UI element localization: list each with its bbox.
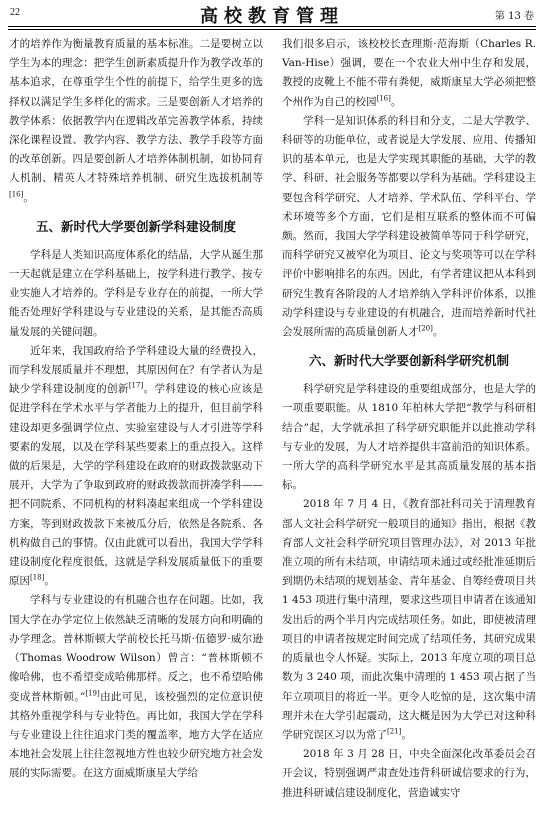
citation: [16] <box>9 190 24 199</box>
right-column <box>282 35 536 803</box>
section-heading: 六、新时代大学要创新科学研究机制 <box>308 353 509 369</box>
citation: [18] <box>30 573 45 582</box>
journal-title: 高校教育管理 <box>200 6 344 27</box>
paragraph: 学科是人类知识高度体系化的结晶，大学从诞生那一天起就是建立在学科基础上，按学科进行教学、按专业实施人才培养的。学科是专业存在的前提，一所大学能否处理好学科建设与专业建设的关系，是其能否高质量发展的关键问题。 <box>9 248 263 338</box>
citation: [16] <box>376 94 391 103</box>
paragraph: 学科与专业建设的有机融合也存在问题。比如，我国大学在办学定位上依然缺乏清晰的发展方向和明确的办学理念。普林斯顿大学前校长托马斯·伍德罗·威尔逊（Thomas Woodrow Wilson）曾言：“普林斯顿不像哈佛，也不希望变成哈佛那样。反之，也不希望哈佛变成普林斯顿。”[19]由此可见，该校强烈的定位意识使其格外重视学科与专业特色。再比如，我国大学在学科与专业建设上往往追求门类的覆盖率，地方大学在适应本地社会发展上往往忽视地方性也较少研究地方社会发展的实际需要。在这方面威斯康星大学给 <box>9 594 263 780</box>
citation: [20] <box>418 324 433 333</box>
paragraph: 我们很多启示，该校校长查理斯·范海斯（Charles R. Van-Hise）强调，要在一个农业大州中生存和发展，教授的皮靴上不能不带有粪便，威斯康星大学必须把整个州作为自己的校园[16]。 <box>282 38 536 108</box>
paragraph: 学科一是知识体系的科目和分支，二是大学教学、科研等的功能单位，或者说是大学发展、应用、传播知识的基本单元，也是大学实现其职能的基础，大学的教学、科研、社会服务等都要以学科为基础。学科建设主要包含科学研究、人才培养、学术队伍、学科平台、学术环境等多个方面，它们是相互联系的整体而不可偏颇。然而，我国大学学科建设被简单等同于科学研究，而科学研究又被窄化为项目、论文与奖项等可以在学科评价中影响排名的东西。因此，有学者建议把从本科到研究生教育各阶段的人才培养纳入学科评价体系，以推动学科建设与专业建设的有机融合，进而培养新时代社会发展所需的高质量创新人才[20]。 <box>282 114 536 339</box>
citation: [19] <box>85 689 100 697</box>
page-header <box>0 0 544 28</box>
page-number: 22 <box>10 7 20 18</box>
paragraph: 才的培养作为衡量教育质量的基本标准。二是要树立以学生为本的理念：把学生创新素质提升作为教学改革的基本追求，在尊重学生个性的前提下，给学生更多的选择权以满足学生多样化的需求。三是要创新人才培养的教学体系：依据教学内在逻辑改革完善教学体系，持续深化课程设置、教学内容、教学方法、教学手段等方面的改革创新。四是要创新人才培养体制机制，如协同育人机制、精英人才特殊培养机制、研究生选拔机制等[16]。 <box>9 38 263 204</box>
header-rule <box>8 26 536 27</box>
volume-label: 第 13 卷 <box>494 11 534 22</box>
paragraph: 近年来，我国政府给予学科建设大量的经费投入，而学科发展质量并不理想，其原因何在？有学者认为是缺少学科建设制度的创新[17]。学科建设的核心应该是促进学科在学术水平与学者能力上的提升，但目前学科建设却更多强调学位点、实验室建设与人才引进等学科要素的发展，以及在学科某些要素上的重点投入。这样做的后果是，大学的学科建设在政府的财政拨款驱动下展开，大学为了争取到政府的财政拨款而拼凑学科——把不同院系、不同机构的材料凑起来组成一个学科建设方案，等到财政拨款下来被瓜分后，依然是各院系、各机构做自己的事情。仅由此就可以看出，我国大学学科建设制度化程度很低，这就是学科发展质量低下的重要原因[18]。 <box>9 344 263 588</box>
paragraph: 2018 年 3 月 28 日，中央全面深化改革委员会召开会议，特别强调严肃查处违背科研诚信要求的行为，推进科研诚信建设制度化，营造诚实守 <box>282 748 536 799</box>
left-column <box>9 35 263 784</box>
paragraph: 科学研究是学科建设的重要组成部分，也是大学的一项重要职能。从 1810 年柏林大学把“教学与科研相结合”起，大学就承担了科学研究职能并以此推动学科与专业的发展，为人才培养提供丰富前沿的知识体系。一所大学的高科学研究水平是其高质量发展的基本指标。 <box>282 383 536 492</box>
header-rule-thin <box>8 29 536 30</box>
citation: [21] <box>387 727 402 736</box>
section-heading: 五、新时代大学要创新学科建设制度 <box>35 218 236 234</box>
citation: [17] <box>128 381 144 390</box>
paragraph: 2018 年 7 月 4 日，《教育部社科司关于清理教育部人文社会科学研究一般项目的通知》指出，根据《教育部人文社会科学研究项目管理办法》，对 2013 年批准立项的所有未结项，申请结项未通过或经批准延期后到期仍未结项的规划基金、青年基金、自筹经费项目共 1 453 项进行集中清理，要求这些项目申请者在该通知发出后的两个半月内完成结项任务。如此，即使被清理项目的申请者按规定时间完成了结项任务，其研究成果的质量也令人怀疑。实际上，2013 年度立项的项目总数为 3 240 项，而此次集中清理的 1 453 项占据了当年立项项目的将近一半。更令人吃惊的是，这次集中清理并未在大学引起震动，这大概是因为大学已对这种科学研究误区习以为常了[21]。 <box>282 498 536 741</box>
